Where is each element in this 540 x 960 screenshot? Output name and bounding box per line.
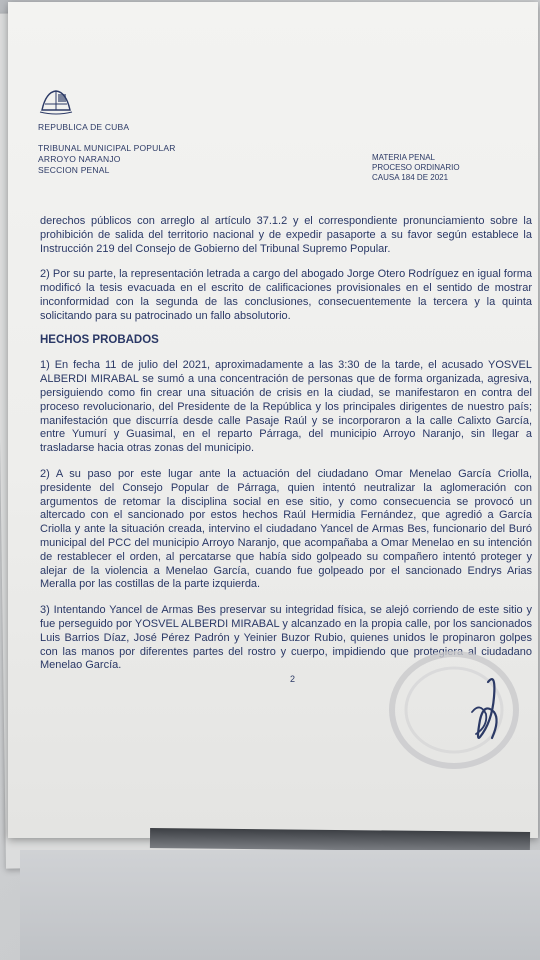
court-header <box>38 122 176 176</box>
case-matter: MATERIA PENAL <box>372 153 435 162</box>
proven-fact-1: 1) En fecha 11 de julio del 2021, aproximadamente a las 3:30 de la tarde, el acusado YOSVEL ALBERDI MIRABAL se sumó a una concentración de personas que de forma organizada, agresiva, persiguiendo como fin crear una situación de crisis en la ciudad, se manifestaron en contra del proceso revolucionario, del Presidente de la República y los principales dirigentes de nuestro país; manifestación que discurría desde calle Pasaje Raúl y se incorporaron a la calle Calixto García, entre Yumurí y Guasimal, en el reparto Párraga, del municipio Arroyo Naranjo, sin llegar a trasladarse hacia otras zonas del municipio. <box>40 359 532 455</box>
section-heading: HECHOS PROBADOS <box>40 333 159 346</box>
case-number: CAUSA 184 DE 2021 <box>372 173 449 182</box>
case-process: PROCESO ORDINARIO <box>372 163 460 172</box>
section-name: SECCION PENAL <box>38 165 110 175</box>
country-name: REPUBLICA DE CUBA <box>38 122 130 132</box>
official-seal-stamp <box>376 642 526 772</box>
case-header <box>372 153 460 183</box>
document-page <box>8 2 538 838</box>
lower-document-edge <box>150 828 530 852</box>
proven-fact-3: 3) Intentando Yancel de Armas Bes preservar su integridad física, se alejó corriendo de este sitio y fue perseguido por YOSVEL ALBERDI MIRABAL y alcanzado en la propia calle, por los sancionados Luis Barrios Díaz, José Pérez Padrón y Yeinier Buzor Rubio, quienes unidos le propinaron golpes con las manos por diferentes partes del rostro y cuerpo, impidiendo que protegiera al ciudadano Menelao García. <box>40 604 532 672</box>
document-body <box>40 215 532 673</box>
proven-fact-2: 2) A su paso por este lugar ante la actuación del ciudadano Omar Menelao García Criolla, presidente del Consejo Popular de Párraga, quien intentó neutralizar la aglomeración con argumentos de retomar la disciplina social en ese sitio, y como consecuencia se provocó un altercado con el sancionado por estos hechos Raúl Hermidia Fernández, que agredió a García Criolla y ante la situación creada, intervino el ciudadano Yancel de Armas Bes, funcionario del Buró municipal del PCC del municipio Arroyo Naranjo, que acompañaba a Omar Menelao en su intención de restablecer el orden, al percatarse que había sido golpeado su compañero intentó proteger y alejar de la violencia a Menelao García, cuando fue golpeado por el sancionado Endrys Arias Meralla por las costillas de la parte izquierda. <box>40 467 532 591</box>
court-name: TRIBUNAL MUNICIPAL POPULAR <box>38 143 176 153</box>
page-number: 2 <box>290 674 296 684</box>
paragraph-defense: 2) Por su parte, la representación letrada a cargo del abogado Jorge Otero Rodríguez en igual forma modificó la tesis evacuada en el escrito de calificaciones provisionales en el sentido de mostrar inconformidad con la segunda de las conclusiones, consecuentemente la tercera y la quinta solicitando para su patrocinado un fallo absolutorio. <box>40 268 532 322</box>
paragraph-rights: derechos públicos con arreglo al artículo 37.1.2 y el correspondiente pronunciamiento sobre la prohibición de salida del territorio nacional y de expedir pasaporte a su favor según establece la Instrucción 219 del Consejo de Gobierno del Tribunal Supremo Popular. <box>40 215 532 255</box>
municipality-name: ARROYO NARANJO <box>38 154 121 164</box>
coat-of-arms-emblem <box>36 86 76 116</box>
underlying-surface <box>20 850 540 960</box>
